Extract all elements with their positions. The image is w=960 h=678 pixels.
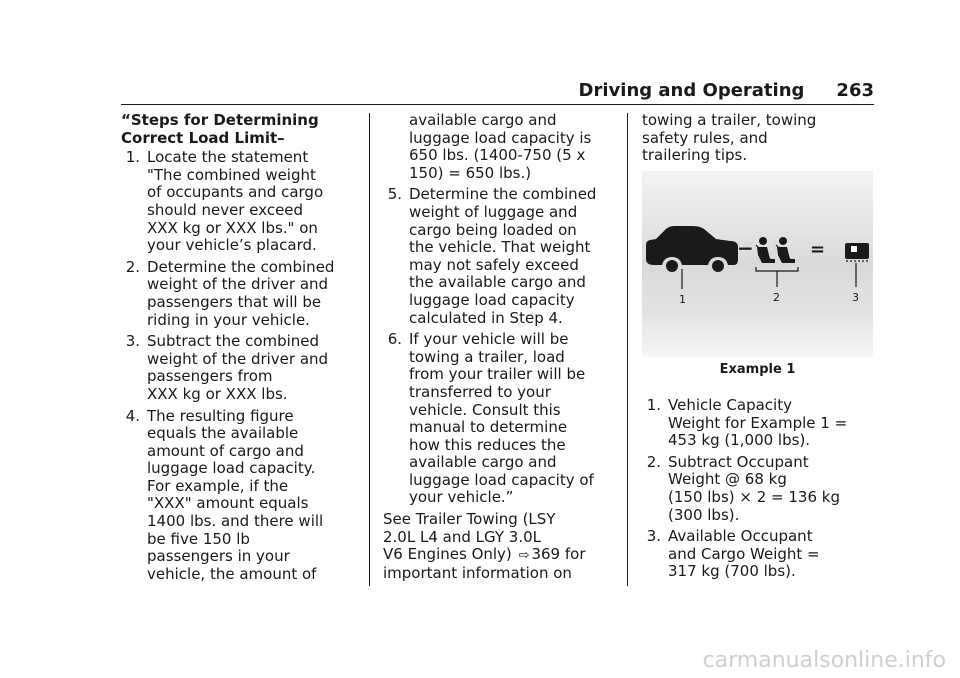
- list-item: 1. Vehicle Capacity Weight for Example 1 = 453 kg (1,000 lbs).: [646, 396, 848, 450]
- list-item: 4. The resulting figure equals the available amount of cargo and luggage load capacity. For example, if the "XXX" amount equals 1400 lbs. and there will be five 150 lb passengers in your vehicle, the amount of: [125, 406, 324, 583]
- column-1: [121, 112, 361, 587]
- callout-1: 1: [679, 293, 686, 306]
- page-ref-arrow-icon: ⇨: [518, 548, 530, 564]
- minus-sign: −: [737, 236, 754, 260]
- list-item: 1. Locate the statement "The combined weight of occupants and cargo should never exceed XXX kg or XXX lbs." on your vehicle’s placard.: [125, 148, 324, 255]
- list-item: 3. Subtract the combined weight of the driver and passengers from XXX kg or XXX lbs.: [125, 332, 329, 403]
- section-heading: “Steps for Determining Correct Load Limit–: [121, 111, 319, 147]
- load-example-figure: [642, 171, 873, 357]
- list-item: 5. Determine the combined weight of luggage and cargo being loaded on the vehicle. That weight may not safely exceed the available cargo and luggage load capacity calculated in Step 4.: [387, 185, 597, 327]
- column-divider-2: [627, 113, 628, 586]
- column-divider-1: [369, 113, 370, 586]
- header-divider: [121, 104, 874, 105]
- intro-continuation: towing a trailer, towing safety rules, and trailering tips.: [642, 111, 817, 165]
- column-3: [642, 112, 882, 165]
- callout-2: 2: [773, 291, 780, 304]
- load-example-illustration: [642, 171, 873, 357]
- car-icon: [646, 226, 738, 272]
- callout-3: 3: [852, 291, 859, 304]
- figure-caption: Example 1: [719, 362, 796, 377]
- cross-reference: See Trailer Towing (LSY 2.0L L4 and LGY 3.0L V6 Engines Only) ⇨ 369 for important information on: [383, 510, 586, 582]
- equals-sign: =: [810, 239, 826, 260]
- watermark: carmanualsonline.info: [702, 648, 946, 673]
- steps-list-1: [121, 149, 361, 583]
- occupants-bracket: [756, 267, 798, 271]
- steps-list-2: [383, 186, 623, 507]
- list-item: 6. If your vehicle will be towing a trailer, load from your trailer will be transferred to your vehicle. Consult this manual to determine how this reduces the available cargo and luggage load capacity of your vehicle.”: [387, 330, 594, 507]
- cargo-luggage-icon: [845, 243, 869, 261]
- step-4-continuation: available cargo and luggage load capacity is 650 lbs. (1400-750 (5 x 150) = 650 lbs.): [409, 111, 592, 182]
- column-2: [383, 112, 623, 582]
- list-item: 2. Determine the combined weight of the driver and passengers that will be riding in your vehicle.: [125, 257, 335, 329]
- list-item: 3. Available Occupant and Cargo Weight = 317 kg (700 lbs).: [646, 527, 820, 581]
- example-list: [642, 397, 882, 585]
- occupants-icon: [756, 237, 795, 263]
- list-item: 2. Subtract Occupant Weight @ 68 kg (150 lbs) × 2 = 136 kg (300 lbs).: [646, 452, 840, 524]
- section-title: Driving and Operating: [578, 80, 805, 101]
- page-ref-link[interactable]: 369: [531, 545, 561, 564]
- page-header: [579, 80, 874, 101]
- page-number: 263: [836, 80, 874, 101]
